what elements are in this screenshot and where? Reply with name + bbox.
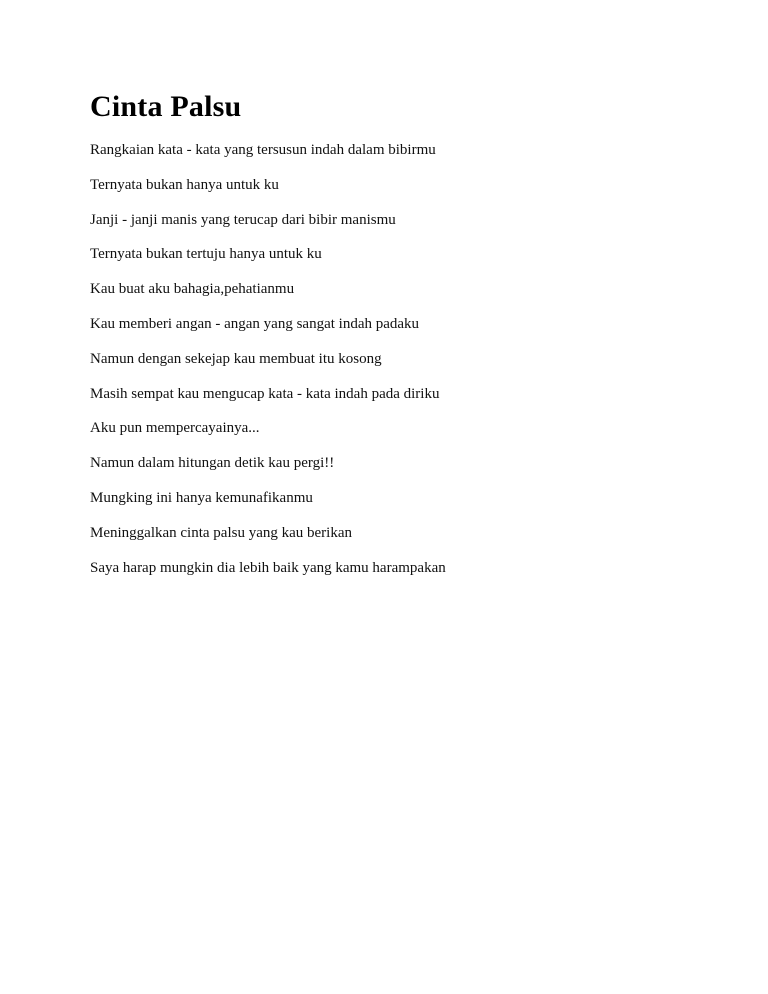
- poem-body: [90, 140, 710, 578]
- poem-line: Janji - janji manis yang terucap dari bibir manismu: [90, 211, 396, 228]
- poem-line: Saya harap mungkin dia lebih baik yang kamu harampakan: [90, 559, 446, 576]
- poem-line: Meninggalkan cinta palsu yang kau berikan: [90, 524, 353, 541]
- poem-line: Masih sempat kau mengucap kata - kata indah pada diriku: [90, 385, 440, 402]
- poem-line: Ternyata bukan tertuju hanya untuk ku: [90, 246, 322, 263]
- document-content: [90, 88, 710, 592]
- poem-line: Namun dalam hitungan detik kau pergi!!: [90, 455, 335, 472]
- poem-line: Ternyata bukan hanya untuk ku: [90, 176, 279, 193]
- poem-line: Namun dengan sekejap kau membuat itu kosong: [90, 350, 382, 367]
- page-title: Cinta Palsu: [90, 90, 242, 123]
- poem-line: Kau memberi angan - angan yang sangat indah padaku: [90, 315, 420, 332]
- poem-line: Aku pun mempercayainya...: [90, 420, 260, 437]
- poem-line: Mungking ini hanya kemunafikanmu: [90, 489, 313, 506]
- poem-line: Rangkaian kata - kata yang tersusun indah dalam bibirmu: [90, 142, 436, 158]
- poem-line: Kau buat aku bahagia,pehatianmu: [90, 281, 295, 298]
